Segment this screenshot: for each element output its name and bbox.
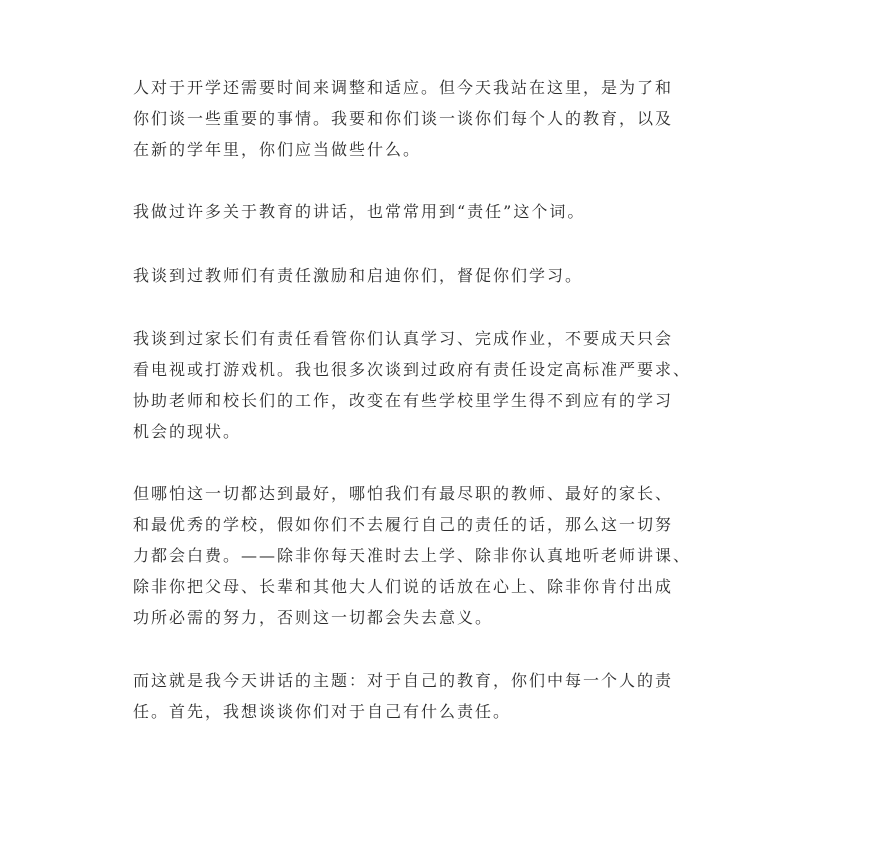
text-line: 除非你把父母、长辈和其他大人们说的话放在心上、除非你肯付出成 bbox=[133, 577, 674, 596]
text-line: 在新的学年里，你们应当做些什么。 bbox=[133, 140, 422, 159]
text-line: 而这就是我今天讲话的主题：对于自己的教育，你们中每一个人的责 bbox=[133, 671, 674, 690]
text-line: 看电视或打游戏机。我也很多次谈到过政府有责任设定高标准严要求、 bbox=[133, 360, 692, 379]
text-line: 我谈到过家长们有责任看管你们认真学习、完成作业，不要成天只会 bbox=[133, 329, 674, 348]
paragraph-4 bbox=[133, 323, 691, 447]
text-line: 任。首先，我想谈谈你们对于自己有什么责任。 bbox=[133, 702, 512, 721]
text-line: 协助老师和校长们的工作，改变在有些学校里学生得不到应有的学习 bbox=[133, 391, 674, 410]
text-line: 你们谈一些重要的事情。我要和你们谈一谈你们每个人的教育，以及 bbox=[133, 109, 674, 128]
paragraph-6 bbox=[133, 665, 673, 727]
text-line: 力都会白费。——除非你每天准时去上学、除非你认真地听老师讲课、 bbox=[133, 546, 692, 565]
text-line: 功所必需的努力，否则这一切都会失去意义。 bbox=[133, 608, 494, 627]
text-line: 和最优秀的学校，假如你们不去履行自己的责任的话，那么这一切努 bbox=[133, 515, 674, 534]
paragraph-5 bbox=[133, 478, 691, 633]
text-line: 我谈到过教师们有责任激励和启迪你们，督促你们学习。 bbox=[133, 266, 584, 285]
text-line: 人对于开学还需要时间来调整和适应。但今天我站在这里，是为了和 bbox=[133, 78, 674, 97]
text-line: 但哪怕这一切都达到最好，哪怕我们有最尽职的教师、最好的家长、 bbox=[133, 484, 674, 503]
text-line: 我做过许多关于教育的讲话，也常常用到“责任”这个词。 bbox=[133, 202, 586, 221]
paragraph-3 bbox=[133, 260, 583, 291]
paragraph-2 bbox=[133, 196, 585, 227]
text-line: 机会的现状。 bbox=[133, 422, 242, 441]
paragraph-1 bbox=[133, 72, 673, 165]
